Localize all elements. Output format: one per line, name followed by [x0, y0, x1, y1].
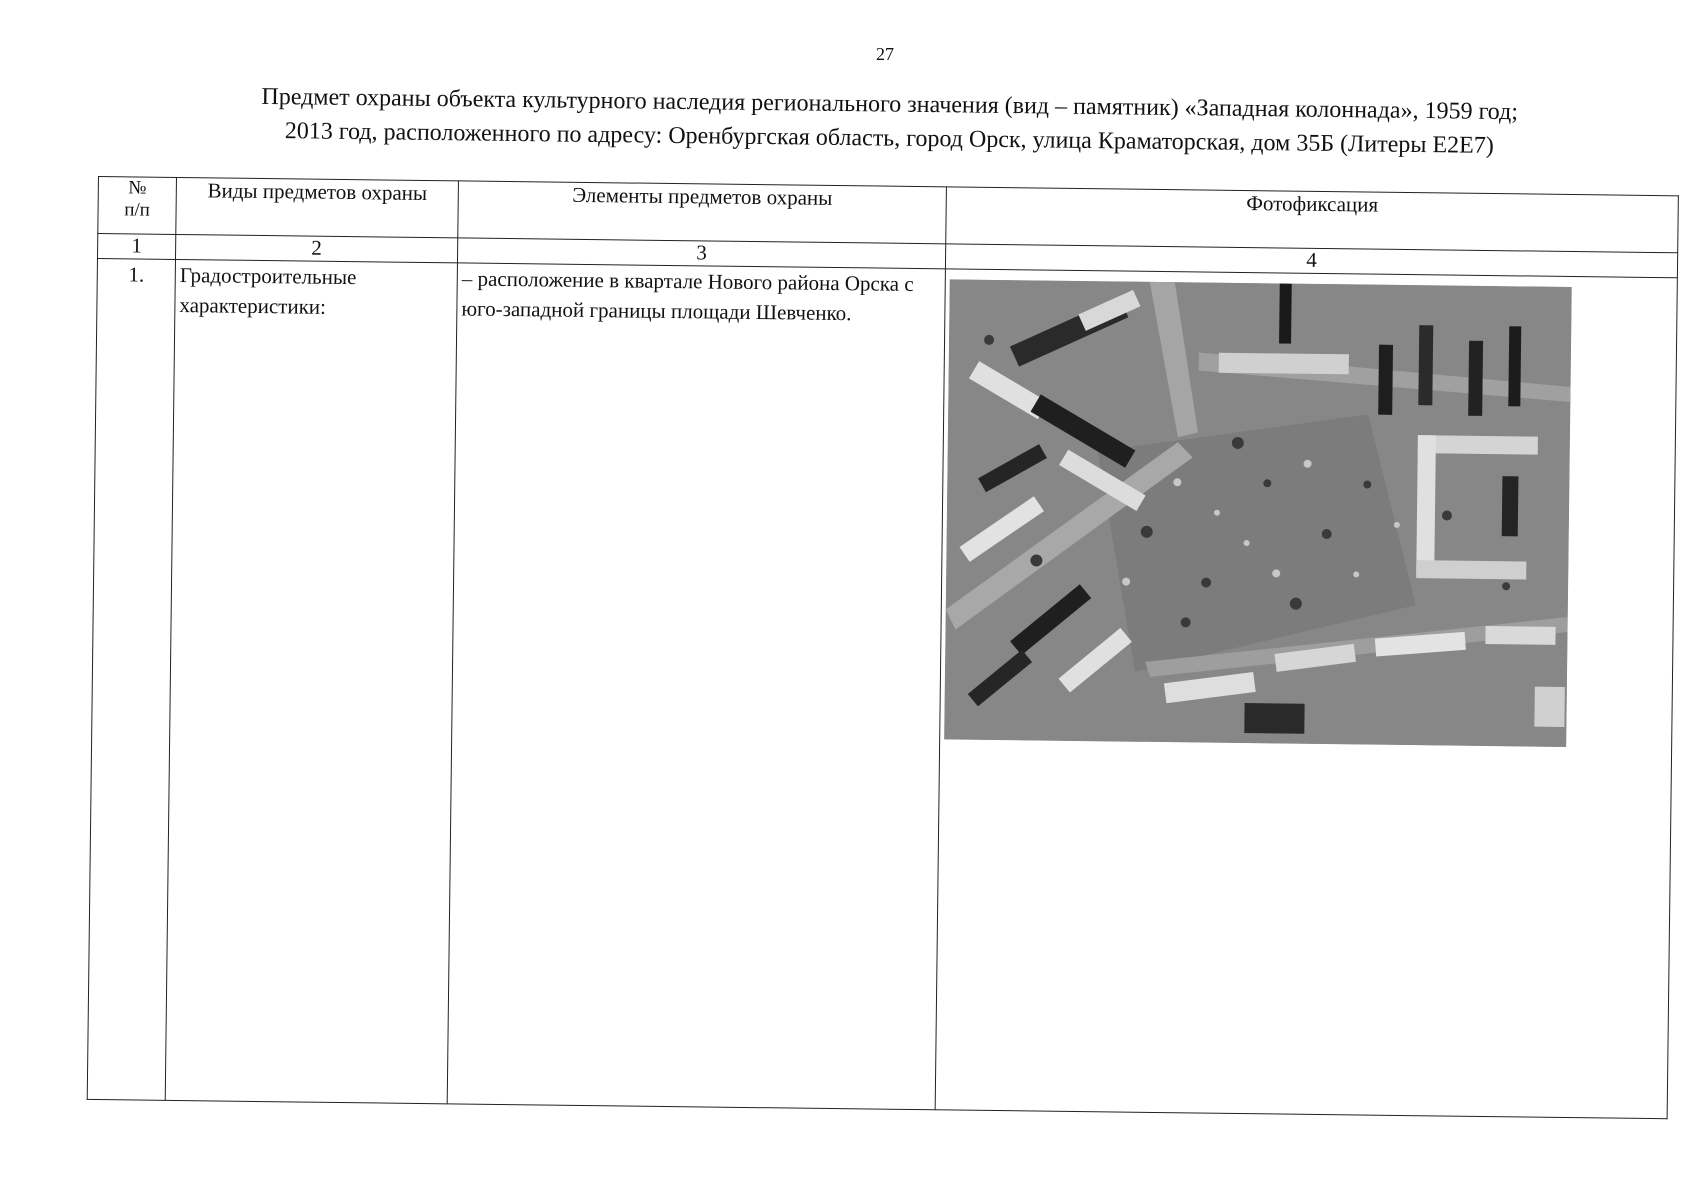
- column-number-4: 4: [945, 244, 1677, 278]
- page-number: 27: [876, 44, 894, 64]
- document-title-line-2: 2013 год, расположенного по адресу: Оренбургская область, город Орск, улица Краматорская, дом 35Б (Литеры Е2Е7): [284, 118, 1494, 159]
- row-protection-type-line-1: Градостроительные: [179, 263, 357, 290]
- row-protection-element: [447, 263, 945, 1110]
- row-protection-element-line-1: – расположение в квартале Нового района Орска с: [461, 266, 914, 296]
- aerial-photo: [944, 279, 1572, 747]
- document-title: [109, 78, 1670, 165]
- header-number-symbol: №: [128, 177, 147, 199]
- row-protection-type: [165, 259, 457, 1103]
- column-number-3: 3: [457, 238, 945, 269]
- header-protection-types: Виды предметов охраны: [176, 177, 459, 237]
- row-protection-type-line-2: характеристики:: [179, 293, 327, 319]
- header-number-abbr: п/п: [124, 199, 151, 221]
- protection-table-wrapper: [87, 176, 1679, 1119]
- protection-table: [87, 176, 1679, 1119]
- row-number: 1.: [87, 258, 175, 1100]
- header-number: [98, 177, 177, 235]
- column-number-1: 1: [97, 234, 175, 260]
- row-photo-cell: [935, 269, 1677, 1119]
- column-number-2: 2: [175, 234, 457, 262]
- header-photo-fixation: Фотофиксация: [946, 187, 1679, 253]
- document-title-line-1: Предмет охраны объекта культурного наследия регионального значения (вид – памятник) «Западная колоннада», 1959 год;: [261, 83, 1519, 126]
- header-protection-elements: Элементы предметов охраны: [458, 181, 947, 244]
- table-row: [87, 258, 1677, 1118]
- row-protection-element-line-2: юго-западной границы площади Шевченко.: [461, 296, 852, 326]
- aerial-photo-graphic: [944, 279, 1572, 747]
